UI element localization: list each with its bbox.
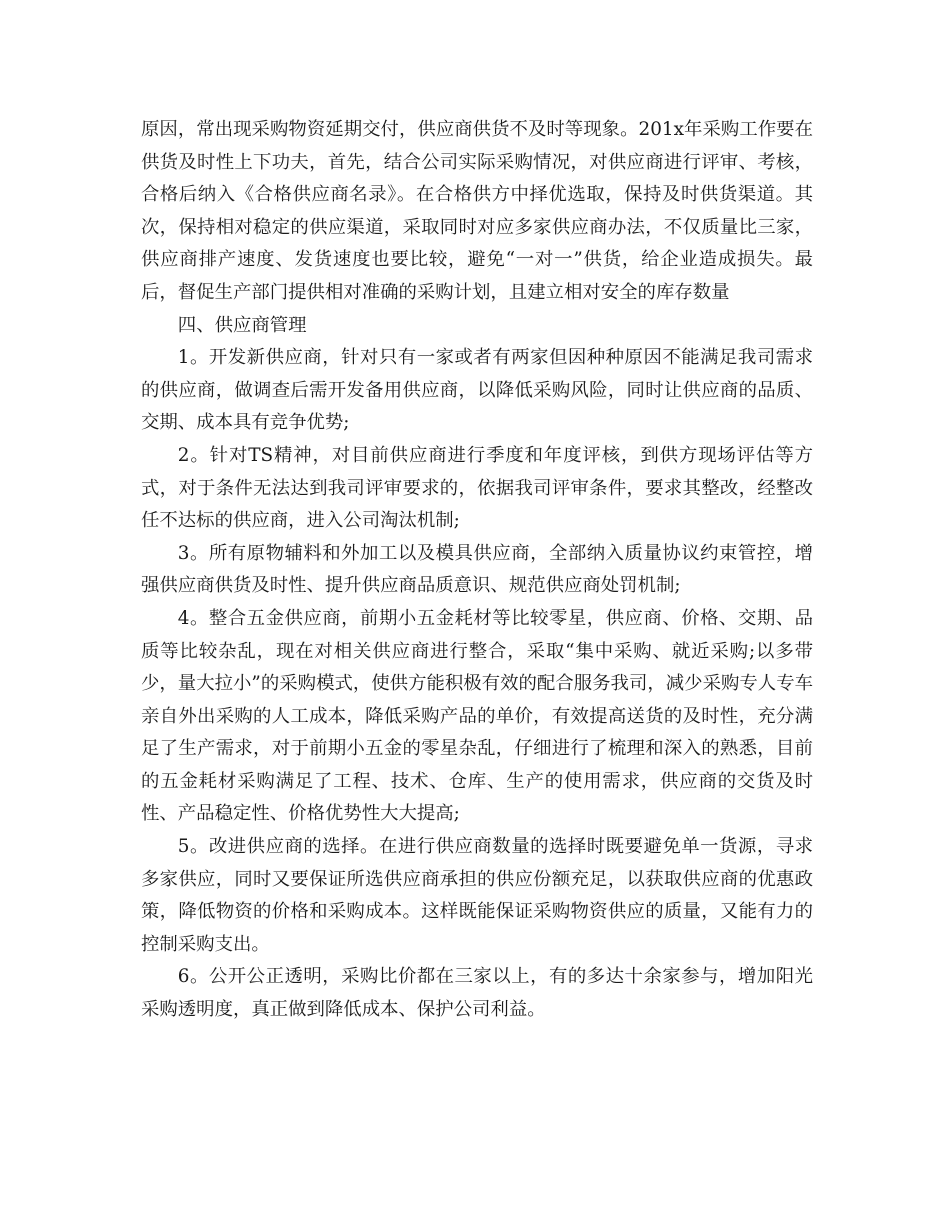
paragraph-item-5: 5。改进供应商的选择。在进行供应商数量的选择时既要避免单一货源，寻求多家供应，同时又要保证所选供应商承担的供应份额充足，以获取供应商的优惠政策，降低物资的价格和采购成本。这样既能保证采购物资供应的质量，又能有力的控制采购支出。: [141, 836, 813, 955]
paragraph-item-1: 1。开发新供应商，针对只有一家或者有两家但因种种原因不能满足我司需求的供应商，做调查后需开发备用供应商，以降低采购风险，同时让供应商的品质、交期、成本具有竞争优势;: [141, 347, 813, 434]
paragraph-item-6: 6。公开公正透明，采购比价都在三家以上，有的多达十余家参与，增加阳光采购透明度，真正做到降低成本、保护公司利益。: [141, 966, 813, 1021]
paragraph-item-4: 4。整合五金供应商，前期小五金耗材等比较零星，供应商、价格、交期、品质等比较杂乱，现在对相关供应商进行整合，采取“集中采购、就近采购;以多带少，量大拉小”的采购模式，使供方能积极有效的配合服务我司，减少采购专人专车亲自外出采购的人工成本，降低采购产品的单价，有效提高送货的及时性，充分满足了生产需求，对于前期小五金的零星杂乱，仔细进行了梳理和深入的熟悉，目前的五金耗材采购满足了工程、技术、仓库、生产的使用需求，供应商的交货及时性、产品稳定性、价格优势性大大提高;: [141, 607, 813, 825]
paragraph-item-3: 3。所有原物辅料和外加工以及模具供应商，全部纳入质量协议约束管控，增强供应商供货及时性、提升供应商品质意识、规范供应商处罚机制;: [141, 542, 813, 597]
document-body: [141, 114, 813, 1027]
paragraph-item-2: 2。针对TS精神，对目前供应商进行季度和年度评核，到供方现场评估等方式，对于条件无法达到我司评审要求的，依据我司评审条件，要求其整改，经整改任不达标的供应商，进入公司淘汰机制;: [141, 444, 813, 532]
paragraph-continuation: 原因，常出现采购物资延期交付，供应商供货不及时等现象。201x年采购工作要在供货及时性上下功夫，首先，结合公司实际采购情况，对供应商进行评审、考核，合格后纳入《合格供应商名录》。在合格供方中择优选取，保持及时供货渠道。其次，保持相对稳定的供应渠道，采取同时对应多家供应商办法，不仅质量比三家，供应商排产速度、发货速度也要比较，避免“一对一”供货，给企业造成损失。最后，督促生产部门提供相对准确的采购计划，且建立相对安全的库存数量: [141, 119, 813, 303]
section-heading-supplier-management: 四、供应商管理: [177, 314, 307, 336]
